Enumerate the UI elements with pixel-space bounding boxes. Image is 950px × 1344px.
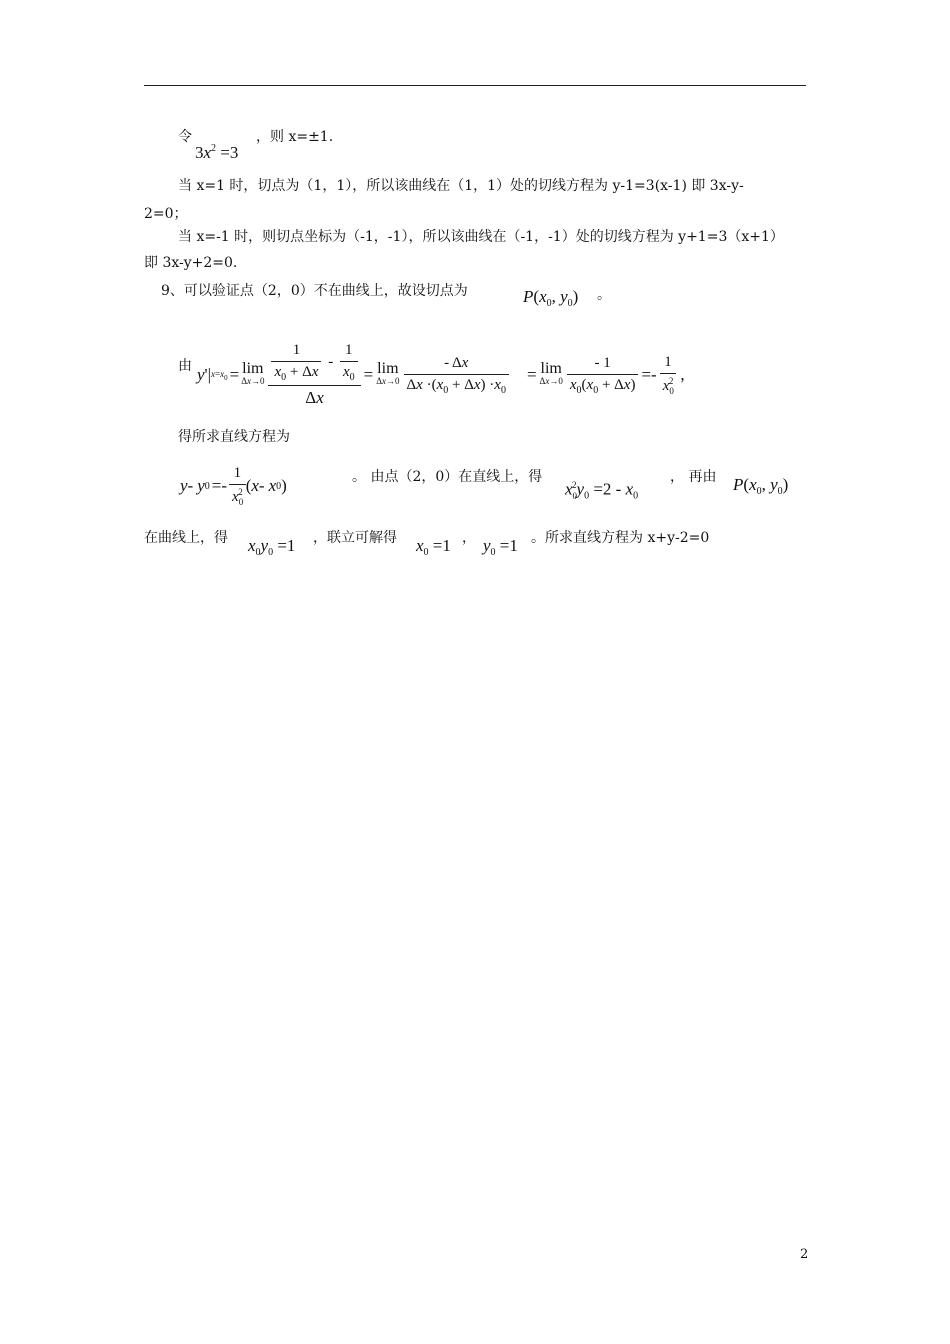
tangent-point-P: $P(x_0$, $y_0$): [523, 287, 579, 309]
line-8-a: 在曲线上，得: [144, 530, 228, 546]
point-P-again: $P(x_0$, $y_0$): [733, 475, 789, 497]
problem-9-end: 。: [597, 287, 611, 303]
derivative-prefix: 由: [178, 358, 192, 374]
equation-x0y0-eq-1: $x_0y_0 =1$: [248, 536, 296, 558]
case-x-eq-neg1-text: 当 x=-1 时，则切点坐标为（-1，-1），所以该曲线在（-1，-1）处的切线方程为 y+1=3（x+1）: [178, 229, 784, 245]
tangent-line-equation: y - y 0 =- $\frac{1}{x_0^2}$ ( x - x 0 ): [180, 465, 287, 507]
equation-x0-eq-1: $x_0 =1$: [416, 536, 451, 558]
line-equation-intro: 得所求直线方程为: [178, 429, 290, 445]
equation-x0sq-y0: $x_0^2y_0 =2 - x_0$: [565, 479, 639, 502]
line-8-c: ，: [462, 530, 476, 546]
line-7-mid2: ， 再由: [670, 469, 717, 485]
line-7-mid: 。 由点（2，0）在直线上，得: [352, 469, 543, 485]
header-rule: [144, 85, 806, 86]
line-1-prefix: 令: [178, 129, 192, 145]
equation-3x2-eq-3: $3x^2 =3$: [195, 143, 239, 162]
line-1-text: ，则 x=±1.: [256, 129, 334, 145]
page-number: 2: [800, 1247, 809, 1262]
equation-y0-eq-1: $y_0 =1$: [483, 536, 518, 558]
line-8-b: ，联立可解得: [313, 530, 397, 546]
case-x-eq-neg1-text-cont: 即 3x-y+2=0.: [144, 255, 238, 271]
line-8-d: 。所求直线方程为 x+y-2=0: [531, 530, 710, 546]
case-x-eq-1-text: 当 x=1 时，切点为（1，1），所以该曲线在（1，1）处的切线方程为 y-1=3(x-1) 即 3x-y-: [178, 178, 744, 194]
problem-9-text: 9、可以验证点（2，0）不在曲线上，故设切点为: [161, 283, 468, 299]
derivative-formula: y '| $x=x_0$ = lim Δx→0 $\frac{1}{x_0 + \Delta x}$ - $\frac{1}{x_0}$ Δx = lim Δx→0 $\frac{- \Delta x}{\Delta x \cdot(x_0 + \Delta x) \cdot x_0}$ = lim Δx→0 $\frac{- 1}{x_0(x_0 + \Delta x)}$ =- $\frac{1}{x_0^2}$ ,: [197, 342, 685, 407]
case-x-eq-1-text-cont: 2=0；: [144, 206, 188, 222]
